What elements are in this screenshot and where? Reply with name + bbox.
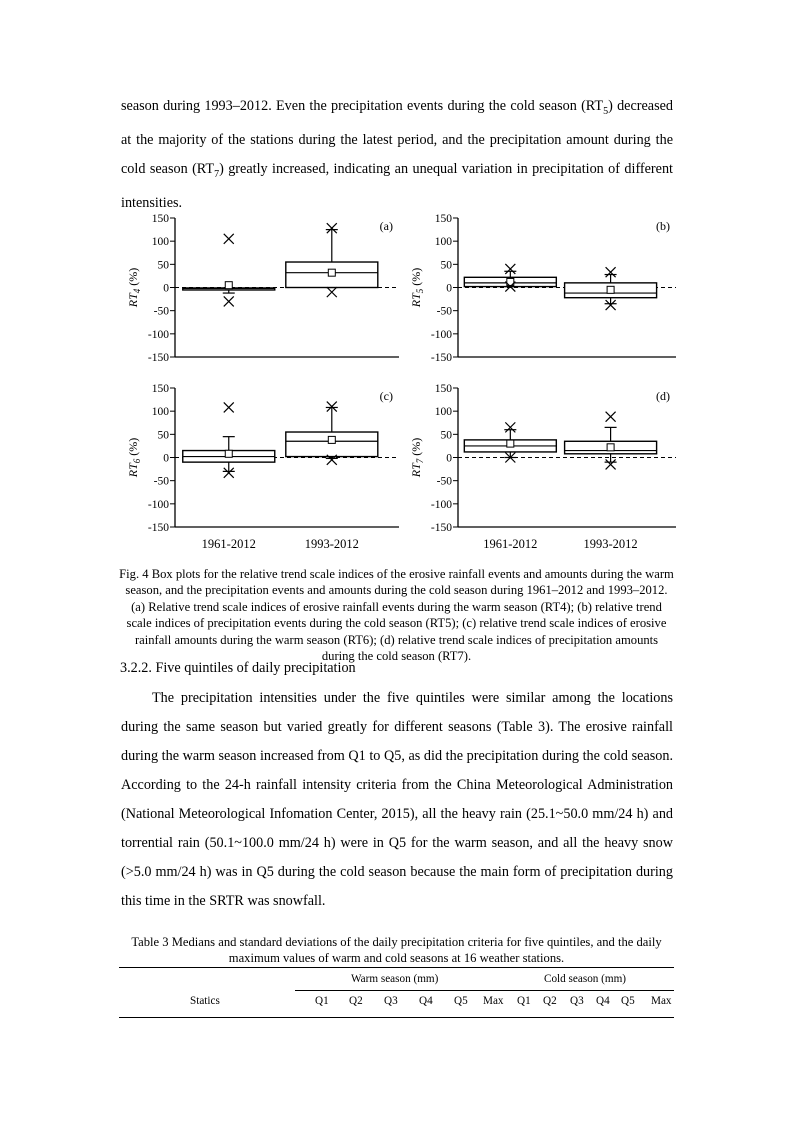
panel-b-box-1-outlier-low: [505, 282, 515, 292]
table-top-rule: [119, 967, 674, 968]
panel-c-x-label-1: 1961-2012: [201, 537, 256, 551]
panel-b-y-tick-label: -100: [430, 328, 452, 341]
panel-a-box-1-outlier-high: [224, 234, 234, 244]
panel-d-y-tick-label: -100: [430, 498, 452, 511]
panel-b-y-axis-label: $RT_5$ (%): [409, 267, 425, 308]
table-header-rule: [119, 1017, 674, 1018]
panel-c-y-tick-label: 100: [151, 406, 169, 419]
panel-a-box-1-iqr: [183, 288, 275, 290]
panel-a-y-tick-label: 100: [151, 236, 169, 249]
table-col-warm-max: Max: [483, 995, 504, 1007]
panel-b-box-2-outlier-low: [606, 300, 616, 310]
panel-b-y-tick-label: -150: [430, 352, 452, 364]
panel-b-y-tick-label: -50: [436, 305, 452, 318]
panel-d-y-tick-label: 0: [446, 452, 452, 465]
table-col-warm-q3: Q3: [384, 995, 398, 1007]
panel-a-box-1-outlier-low: [224, 296, 234, 306]
table-col-cold-q5: Q5: [621, 995, 635, 1007]
panel-c-y-axis-label: $RT_6$ (%): [126, 437, 142, 478]
panel-d-box-1-mean: [507, 440, 514, 447]
panel-d-y-tick-label: 150: [434, 383, 452, 395]
panel-b-y-tick-label: 50: [440, 259, 452, 272]
panel-a-y-tick-label: -50: [153, 305, 169, 318]
panel-d-box-2-iqr: [565, 441, 657, 454]
panel-d-box-1-outlier-low: [505, 453, 515, 463]
panel-a-y-tick-label: -100: [147, 328, 169, 341]
panel-a-y-tick-label: -150: [147, 352, 169, 364]
panel-b-label: (b): [656, 219, 670, 233]
panel-c-y-tick-label: -100: [147, 498, 169, 511]
panel-c-box-2-mean: [328, 436, 335, 443]
section-heading: 3.2.2. Five quintiles of daily precipitation: [120, 660, 356, 676]
body-paragraph-2: The precipitation intensities under the five quintiles were similar among the locations during the same season but varied greatly for different seasons (Table 3). The erosive rainfall during the warm season increased from Q1 to Q5, as did the precipitation during the cold season. According to the 24-h rainfall intensity criteria from the China Meteorological Administration (National Meteorological Infomation Center, 2015), all the heavy rain (25.1~50.0 mm/24 h) and torrential rain (50.1~100.0 mm/24 h) were in Q5 for the warm season, and all the heavy snow (>5.0 mm/24 h) was in Q5 during the cold season because the main form of precipitation during this time in the SRTR was snowfall.: [121, 690, 673, 909]
table-col-cold-max: Max: [651, 995, 672, 1007]
body-paragraph-1: season during 1993–2012. Even the precipitation events during the cold season $(RT_5)$ decreased at the majority of the stations during the latest period, and the precipitation amount during the cold season $(RT_7)$ greatly increased, indicating an unequal variation in precipitation of different intensities.: [121, 98, 673, 211]
panel-b-box-2-outlier-high: [606, 267, 616, 277]
table-col-warm-q2: Q2: [349, 995, 363, 1007]
panel-c-y-tick-label: 150: [151, 383, 169, 395]
panel-c-box-1-iqr: [183, 451, 275, 463]
panel-d-y-tick-label: -150: [430, 522, 452, 534]
panel-a-y-axis-label: $RT_4$ (%): [126, 267, 142, 308]
table-group-cold: Cold season (mm): [544, 973, 627, 985]
table-3-header: [119, 967, 674, 1019]
table-col-warm-q4: Q4: [419, 995, 433, 1007]
panel-c-box-2-outlier-high: [327, 402, 337, 412]
panel-d-box-2-mean: [607, 444, 614, 451]
panel-c-box-2-iqr: [286, 432, 378, 457]
panel-c-y-tick-label: 50: [157, 429, 169, 442]
panel-c-x-label-2: 1993-2012: [304, 537, 359, 551]
panel-d-box-2-outlier-low: [606, 459, 616, 469]
panel-d-x-label-1: 1961-2012: [483, 537, 538, 551]
table-col-cold-q1: Q1: [517, 995, 531, 1007]
panel-b-box-1-outlier-high: [505, 264, 515, 274]
panel-d-x-label-2: 1993-2012: [583, 537, 638, 551]
panel-c-y-tick-label: 0: [163, 452, 169, 465]
table-col-warm-q1: Q1: [315, 995, 329, 1007]
panel-b-y-tick-label: 100: [434, 236, 452, 249]
figure-caption: Fig. 4 Box plots for the relative trend scale indices of the erosive rainfall events and amounts during the warm season, and the precipitation events and amounts during the cold season during 1961–2012 and 1993–2012. (a) Relative trend scale indices of erosive rainfall events during the warm season (RT4); (b) relative trend scale indices of precipitation events during the cold season (RT5); (c) relative trend scale indices of erosive rainfall amounts during the warm season (RT6); (d) relative trend scale indices of precipitation amounts during the cold season (RT7).: [119, 567, 674, 664]
panel-c-box-1-outlier-high: [224, 402, 234, 412]
panel-b-box-1-iqr: [464, 277, 556, 286]
table-col-cold-q3: Q3: [570, 995, 584, 1007]
panel-c-label: (c): [379, 389, 393, 403]
panel-b-y-tick-label: 0: [446, 282, 452, 295]
panel-d-box-1-outlier-high: [505, 422, 515, 432]
panel-a-y-tick-label: 50: [157, 259, 169, 272]
table-col-warm-q5: Q5: [454, 995, 468, 1007]
table-caption: Table 3 Medians and standard deviations of the daily precipitation criteria for five quintiles, and the daily maximum values of warm and cold seasons at 16 weather stations.: [131, 935, 662, 966]
panel-a-box-2-outlier-low: [327, 287, 337, 297]
panel-d-box-2-outlier-high: [606, 412, 616, 422]
panel-c-box-1-outlier-low: [224, 468, 234, 478]
panel-b-box-2-iqr: [565, 283, 657, 298]
panel-b-box-1-mean: [507, 278, 514, 285]
panel-c-y-tick-label: -150: [147, 522, 169, 534]
panel-d-y-tick-label: -50: [436, 475, 452, 488]
panel-a-box-2-mean: [328, 269, 335, 276]
panel-b-box-2-mean: [607, 286, 614, 293]
panel-c-box-2-outlier-low: [327, 455, 337, 465]
panel-d-label: (d): [656, 389, 670, 403]
table-col-cold-q4: Q4: [596, 995, 610, 1007]
panel-a-label: (a): [379, 219, 393, 233]
table-col-cold-q2: Q2: [543, 995, 557, 1007]
table-group-warm: Warm season (mm): [351, 973, 439, 985]
table-group-rule: [295, 990, 674, 991]
panel-d-y-tick-label: 100: [434, 406, 452, 419]
panel-d-y-tick-label: 50: [440, 429, 452, 442]
panel-a-y-tick-label: 150: [151, 213, 169, 225]
panel-d-y-axis-label: $RT_7$ (%): [409, 437, 425, 478]
panel-b-y-tick-label: 150: [434, 213, 452, 225]
panel-a-y-tick-label: 0: [163, 282, 169, 295]
table-row-header: Statics: [190, 995, 220, 1007]
panel-a-box-2-iqr: [286, 262, 378, 287]
panel-d-box-1-iqr: [464, 440, 556, 452]
panel-c-y-tick-label: -50: [153, 475, 169, 488]
panel-a-box-1-mean: [225, 282, 232, 289]
panel-c-box-1-mean: [225, 450, 232, 457]
panel-a-box-2-outlier-high: [327, 223, 337, 233]
